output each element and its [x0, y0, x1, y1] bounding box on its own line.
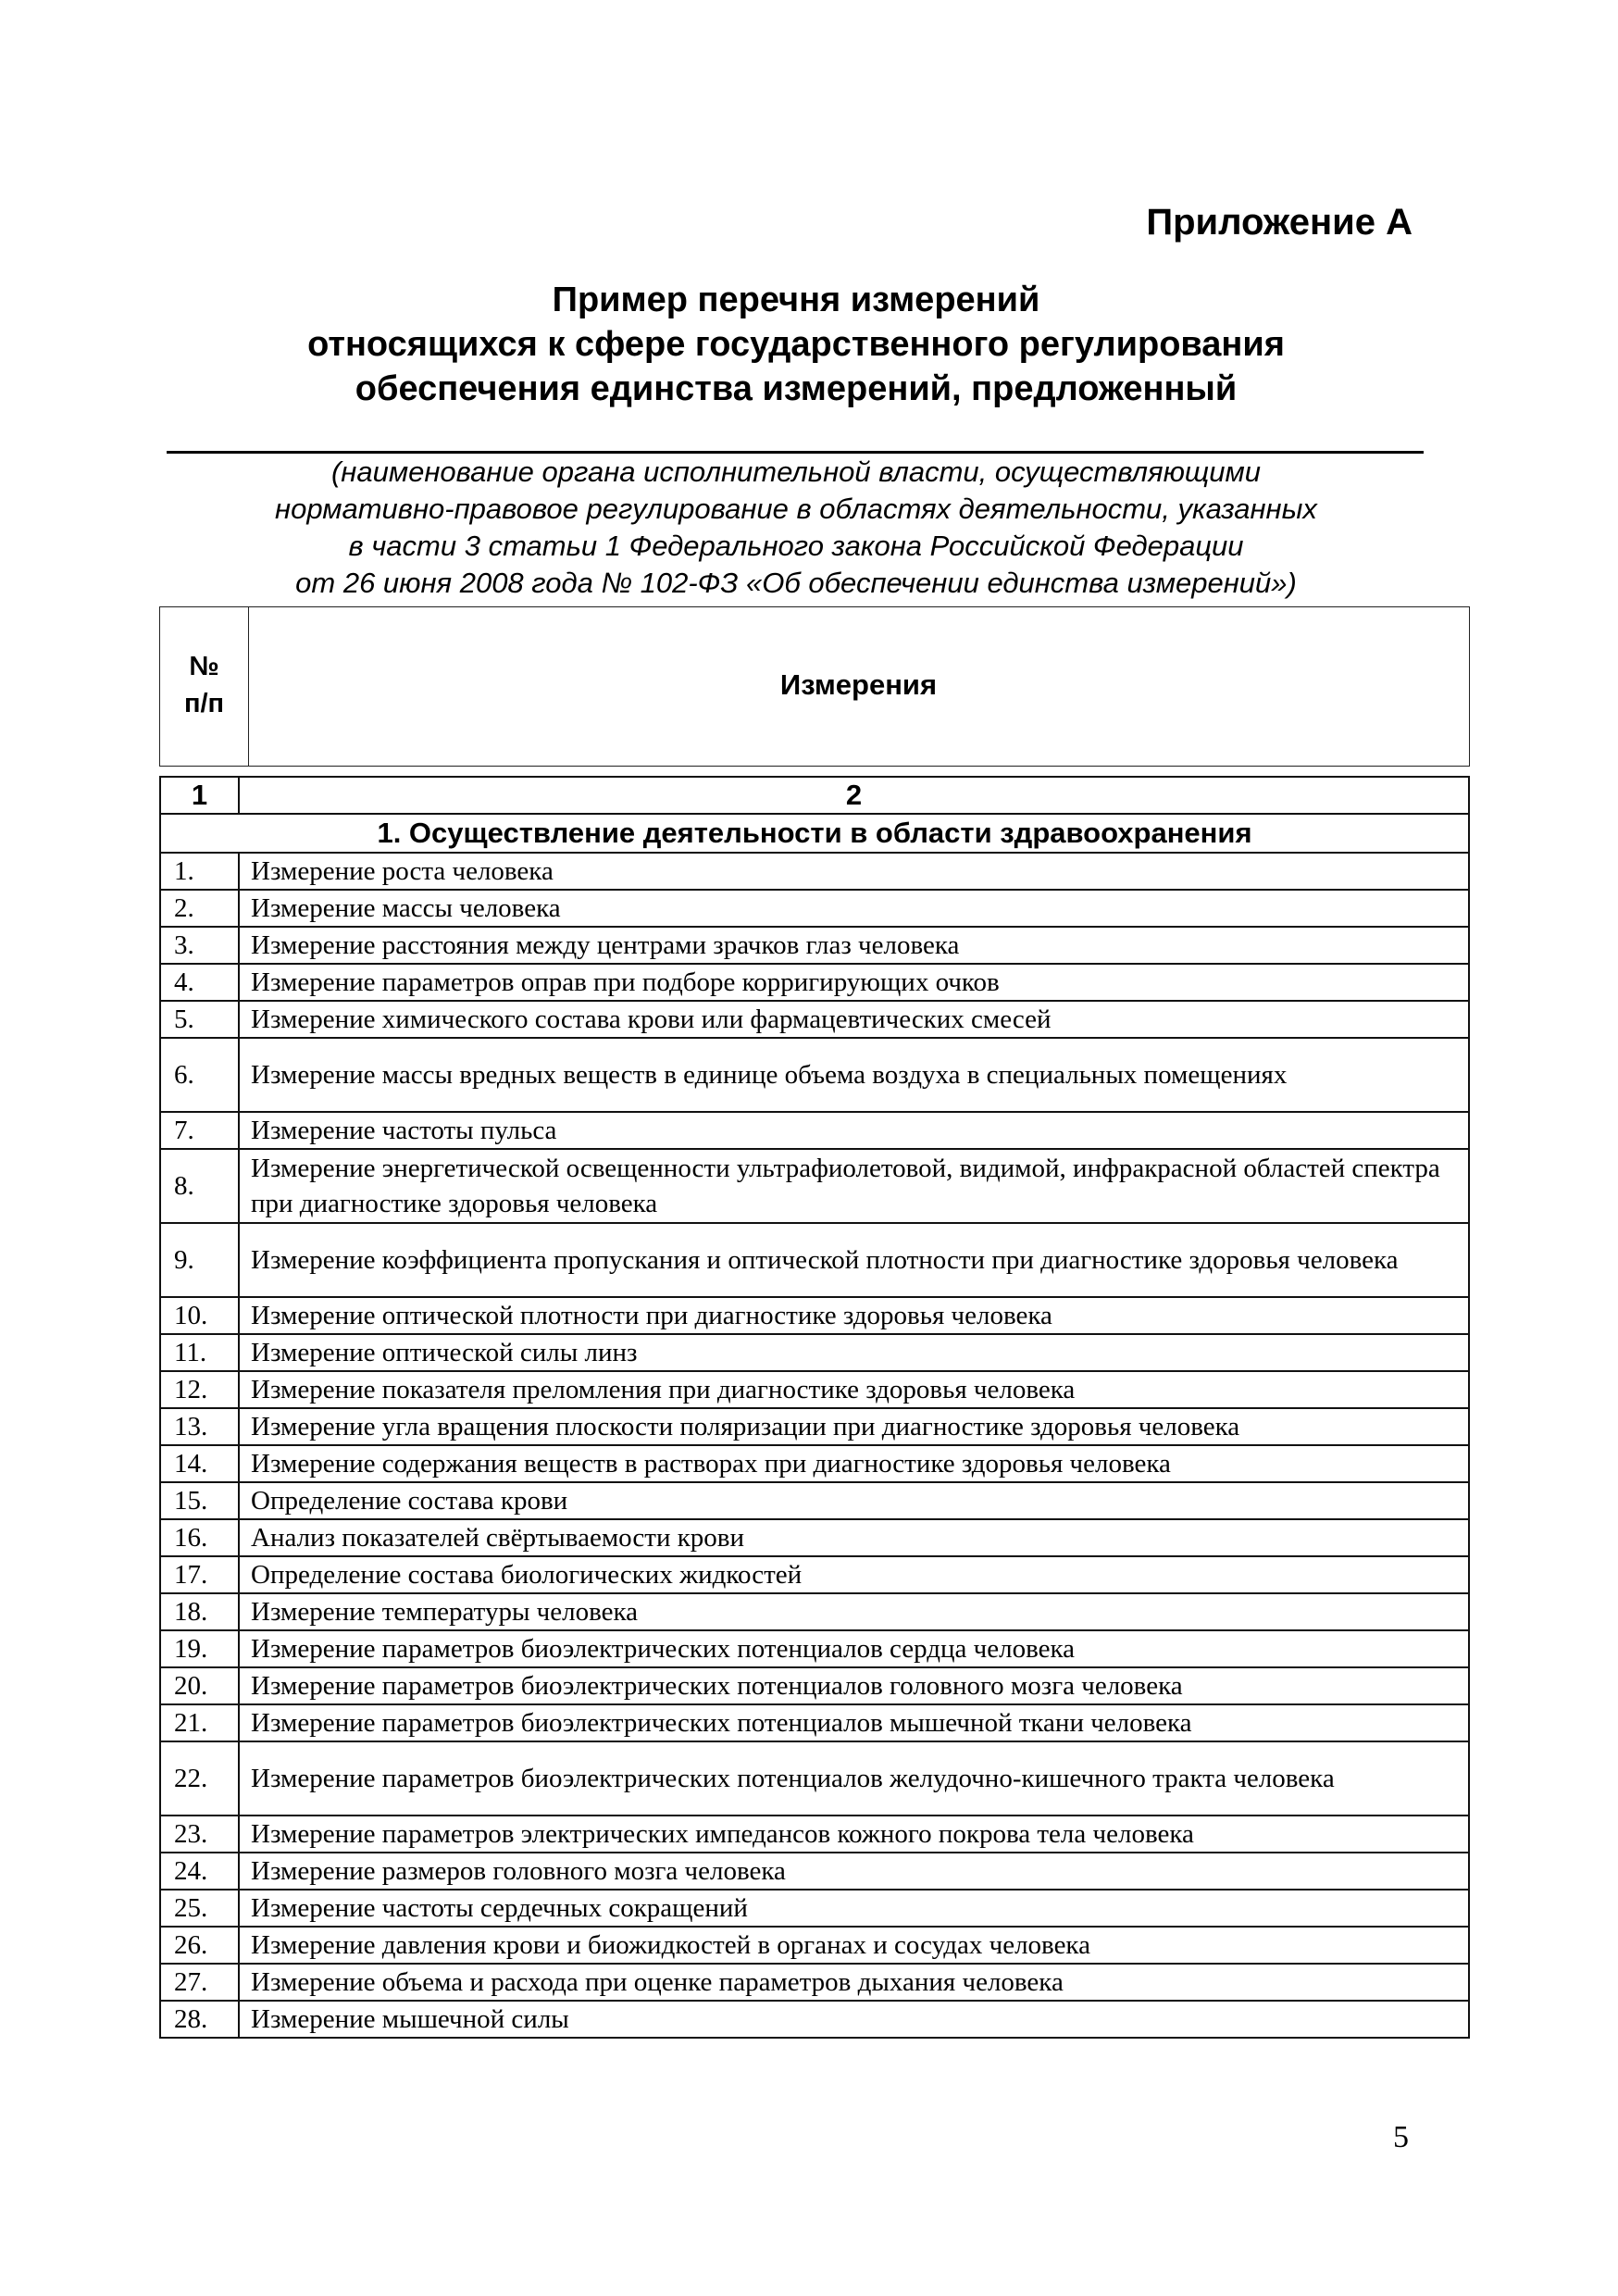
caption-line-1: (наименование органа исполнительной власти, осуществляющими — [330, 455, 1262, 488]
table-row — [160, 1334, 1469, 1371]
row-measurement: Измерение роста человека — [239, 853, 1469, 890]
row-number: 4. — [160, 964, 239, 1001]
row-number: 5. — [160, 1001, 239, 1038]
table-row — [160, 1519, 1469, 1556]
row-measurement: Измерение размеров головного мозга человека — [239, 1853, 1469, 1890]
row-number: 2. — [160, 890, 239, 927]
row-number: 13. — [160, 1408, 239, 1445]
table-row — [160, 1038, 1469, 1112]
row-number: 12. — [160, 1371, 239, 1408]
table-row — [160, 1408, 1469, 1445]
row-measurement: Измерение параметров биоэлектрических потенциалов мышечной ткани человека — [239, 1704, 1469, 1741]
row-number: 15. — [160, 1482, 239, 1519]
row-measurement: Измерение оптической плотности при диагностике здоровья человека — [239, 1297, 1469, 1334]
row-measurement: Измерение расстояния между центрами зрачков глаз человека — [239, 927, 1469, 964]
row-measurement: Измерение оптической силы линз — [239, 1334, 1469, 1371]
authority-caption — [167, 454, 1425, 602]
row-number: 19. — [160, 1630, 239, 1667]
table-row — [160, 890, 1469, 927]
row-number: 28. — [160, 2001, 239, 2038]
row-measurement: Измерение угла вращения плоскости поляризации при диагностике здоровья человека — [239, 1408, 1469, 1445]
table-header-block — [159, 606, 1470, 767]
table-row — [160, 927, 1469, 964]
row-measurement: Определение состава биологических жидкостей — [239, 1556, 1469, 1593]
row-measurement: Измерение массы вредных веществ в единице объема воздуха в специальных помещениях — [239, 1038, 1469, 1112]
appendix-label: Приложение А — [1146, 202, 1413, 243]
title-line-1: Пример перечня измерений — [552, 281, 1040, 319]
row-number: 21. — [160, 1704, 239, 1741]
row-number: 25. — [160, 1890, 239, 1927]
table-row — [160, 964, 1469, 1001]
row-measurement: Измерение энергетической освещенности ультрафиолетовой, видимой, инфракрасной областей спектра при диагностике здоровья человека — [239, 1149, 1469, 1223]
table-row — [160, 1297, 1469, 1334]
page-number: 5 — [1393, 2120, 1409, 2154]
number-sign: № — [189, 652, 219, 681]
row-number: 23. — [160, 1816, 239, 1853]
row-measurement: Анализ показателей свёртываемости крови — [239, 1519, 1469, 1556]
row-number: 18. — [160, 1593, 239, 1630]
caption-line-3: в части 3 статьи 1 Федерального закона Российской Федерации — [348, 530, 1244, 562]
row-measurement: Измерение параметров биоэлектрических потенциалов головного мозга человека — [239, 1667, 1469, 1704]
table-row — [160, 1556, 1469, 1593]
column-number-2: 2 — [239, 777, 1469, 814]
title-line-2: относящихся к сфере государственного регулирования — [307, 325, 1285, 364]
row-number: 27. — [160, 1964, 239, 2001]
table-row — [160, 1371, 1469, 1408]
table-row — [160, 1593, 1469, 1630]
row-measurement: Измерение мышечной силы — [239, 2001, 1469, 2038]
caption-line-2: нормативно-правовое регулирование в областях деятельности, указанных — [275, 493, 1317, 525]
table-row — [160, 1223, 1469, 1297]
row-measurement: Измерение давления крови и биожидкостей в органах и сосудах человека — [239, 1927, 1469, 1964]
caption-line-4: от 26 июня 2008 года № 102-ФЗ «Об обеспечении единства измерений») — [295, 567, 1297, 599]
row-number: 22. — [160, 1741, 239, 1816]
row-number: 20. — [160, 1667, 239, 1704]
row-number: 1. — [160, 853, 239, 890]
row-number: 6. — [160, 1038, 239, 1112]
row-measurement: Измерение параметров оправ при подборе корригирующих очков — [239, 964, 1469, 1001]
row-measurement: Измерение температуры человека — [239, 1593, 1469, 1630]
row-measurement: Измерение показателя преломления при диагностике здоровья человека — [239, 1371, 1469, 1408]
row-measurement: Измерение параметров биоэлектрических потенциалов желудочно-кишечного тракта человека — [239, 1741, 1469, 1816]
row-number: 17. — [160, 1556, 239, 1593]
column-number-row — [160, 777, 1469, 814]
table-row — [160, 1964, 1469, 2001]
measurements-table — [159, 776, 1470, 2039]
table-row — [160, 1149, 1469, 1223]
row-measurement: Измерение коэффициента пропускания и оптической плотности при диагностике здоровья человека — [239, 1223, 1469, 1297]
table-row — [160, 1445, 1469, 1482]
table-row — [160, 2001, 1469, 2038]
column-number-1: 1 — [160, 777, 239, 814]
row-number: 9. — [160, 1223, 239, 1297]
document-title — [167, 278, 1425, 411]
measurements-column-header: Измерения — [779, 668, 938, 701]
number-abbrev: п/п — [183, 689, 225, 718]
row-measurement: Измерение объема и расхода при оценке параметров дыхания человека — [239, 1964, 1469, 2001]
table-row — [160, 1704, 1469, 1741]
section-title: 1. Осуществление деятельности в области здравоохранения — [160, 814, 1469, 853]
table-row — [160, 1667, 1469, 1704]
row-number: 10. — [160, 1297, 239, 1334]
row-number: 11. — [160, 1334, 239, 1371]
row-number: 26. — [160, 1927, 239, 1964]
table-row — [160, 1927, 1469, 1964]
table-row — [160, 1890, 1469, 1927]
row-measurement: Измерение химического состава крови или фармацевтических смесей — [239, 1001, 1469, 1038]
row-number: 8. — [160, 1149, 239, 1223]
title-line-3: обеспечения единства измерений, предложенный — [355, 369, 1238, 408]
table-row — [160, 1741, 1469, 1816]
row-measurement: Измерение массы человека — [239, 890, 1469, 927]
row-measurement: Измерение частоты сердечных сокращений — [239, 1890, 1469, 1927]
table-row — [160, 1001, 1469, 1038]
row-number: 3. — [160, 927, 239, 964]
row-number: 24. — [160, 1853, 239, 1890]
row-measurement: Определение состава крови — [239, 1482, 1469, 1519]
table-row — [160, 853, 1469, 890]
table-row — [160, 1112, 1469, 1149]
row-measurement: Измерение параметров биоэлектрических потенциалов сердца человека — [239, 1630, 1469, 1667]
section-row — [160, 814, 1469, 853]
table-row — [160, 1853, 1469, 1890]
table-row — [160, 1630, 1469, 1667]
row-measurement: Измерение параметров электрических импедансов кожного покрова тела человека — [239, 1816, 1469, 1853]
row-measurement: Измерение содержания веществ в растворах при диагностике здоровья человека — [239, 1445, 1469, 1482]
table-row — [160, 1816, 1469, 1853]
row-number: 14. — [160, 1445, 239, 1482]
number-column-header — [160, 648, 248, 722]
table-row — [160, 1482, 1469, 1519]
row-number: 16. — [160, 1519, 239, 1556]
row-number: 7. — [160, 1112, 239, 1149]
row-measurement: Измерение частоты пульса — [239, 1112, 1469, 1149]
